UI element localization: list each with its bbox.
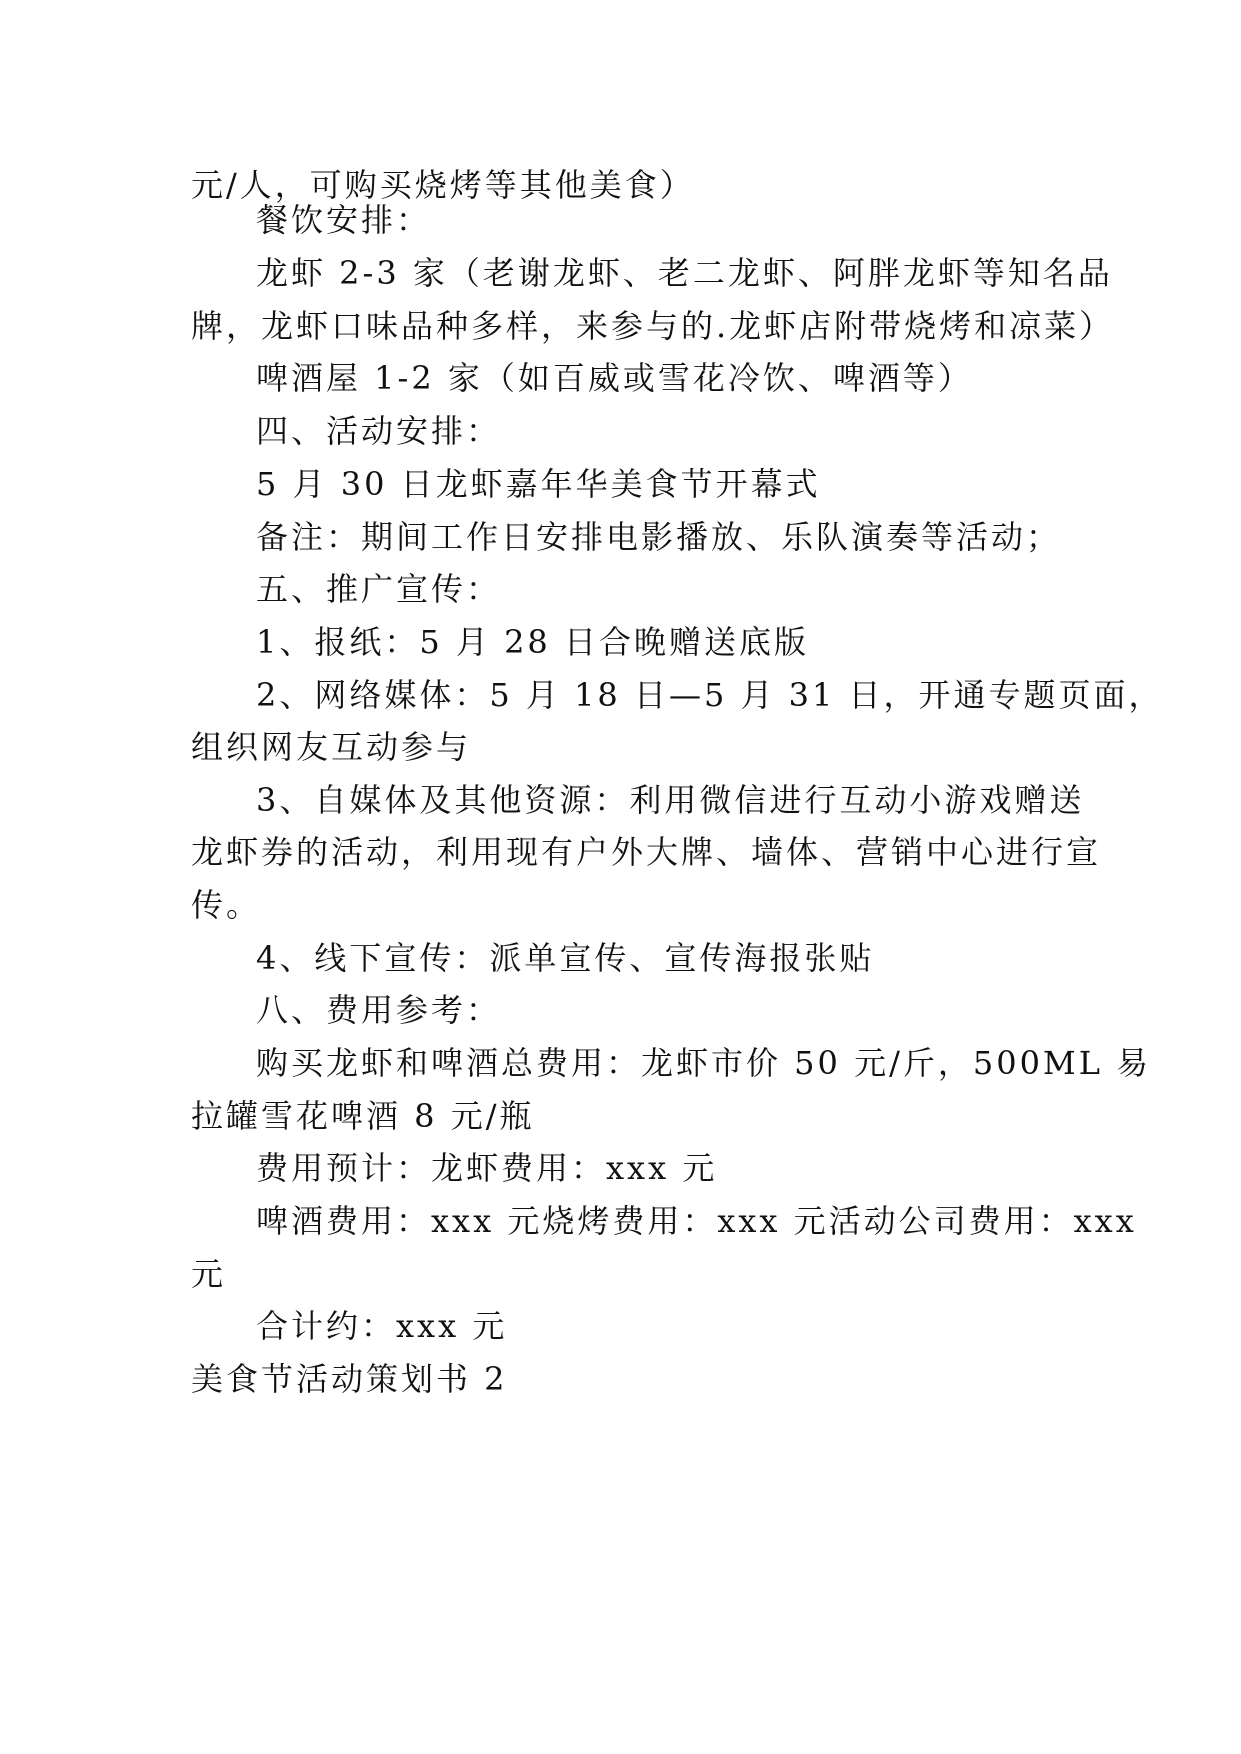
section-heading: 八、费用参考： — [256, 991, 502, 1029]
text-line: 2、网络媒体：5 月 18 日—5 月 31 日，开通专题页面， — [256, 676, 1164, 714]
text-line: 啤酒费用：xxx 元烧烤费用：xxx 元活动公司费用：xxx — [256, 1202, 1137, 1240]
text-line: 3、自媒体及其他资源：利用微信进行互动小游戏赠送 — [256, 781, 1085, 819]
text-line: 牌，龙虾口味品种多样，来参与的.龙虾店附带烧烤和凉菜） — [191, 307, 1115, 345]
text-line: 合计约：xxx 元 — [256, 1307, 508, 1345]
text-line: 购买龙虾和啤酒总费用：龙虾市价 50 元/斤，500ML 易 — [256, 1044, 1152, 1082]
text-line: 组织网友互动参与 — [191, 728, 472, 766]
text-line: 元/人，可购买烧烤等其他美食） — [191, 166, 695, 204]
text-line: 费用预计：龙虾费用：xxx 元 — [256, 1149, 718, 1187]
section-heading: 五、推广宣传： — [256, 570, 502, 608]
text-line: 龙虾券的活动，利用现有户外大牌、墙体、营销中心进行宣 — [191, 833, 1102, 871]
text-line: 备注：期间工作日安排电影播放、乐队演奏等活动； — [256, 518, 1062, 556]
text-line: 4、线下宣传：派单宣传、宣传海报张贴 — [256, 939, 875, 977]
text-line: 元 — [191, 1255, 227, 1293]
text-line: 拉罐雪花啤酒 8 元/瓶 — [191, 1097, 535, 1135]
section-heading: 四、活动安排： — [256, 412, 502, 450]
text-line: 5 月 30 日龙虾嘉年华美食节开幕式 — [256, 465, 821, 503]
text-line: 啤酒屋 1-2 家（如百威或雪花冷饮、啤酒等） — [256, 359, 973, 397]
section-heading: 餐饮安排： — [256, 201, 432, 239]
text-line: 龙虾 2-3 家（老谢龙虾、老二龙虾、阿胖龙虾等知名品 — [256, 254, 1113, 292]
text-line: 1、报纸：5 月 28 日合晚赠送底版 — [256, 623, 809, 661]
text-line: 传。 — [191, 886, 262, 924]
document-title: 美食节活动策划书 2 — [191, 1360, 508, 1398]
